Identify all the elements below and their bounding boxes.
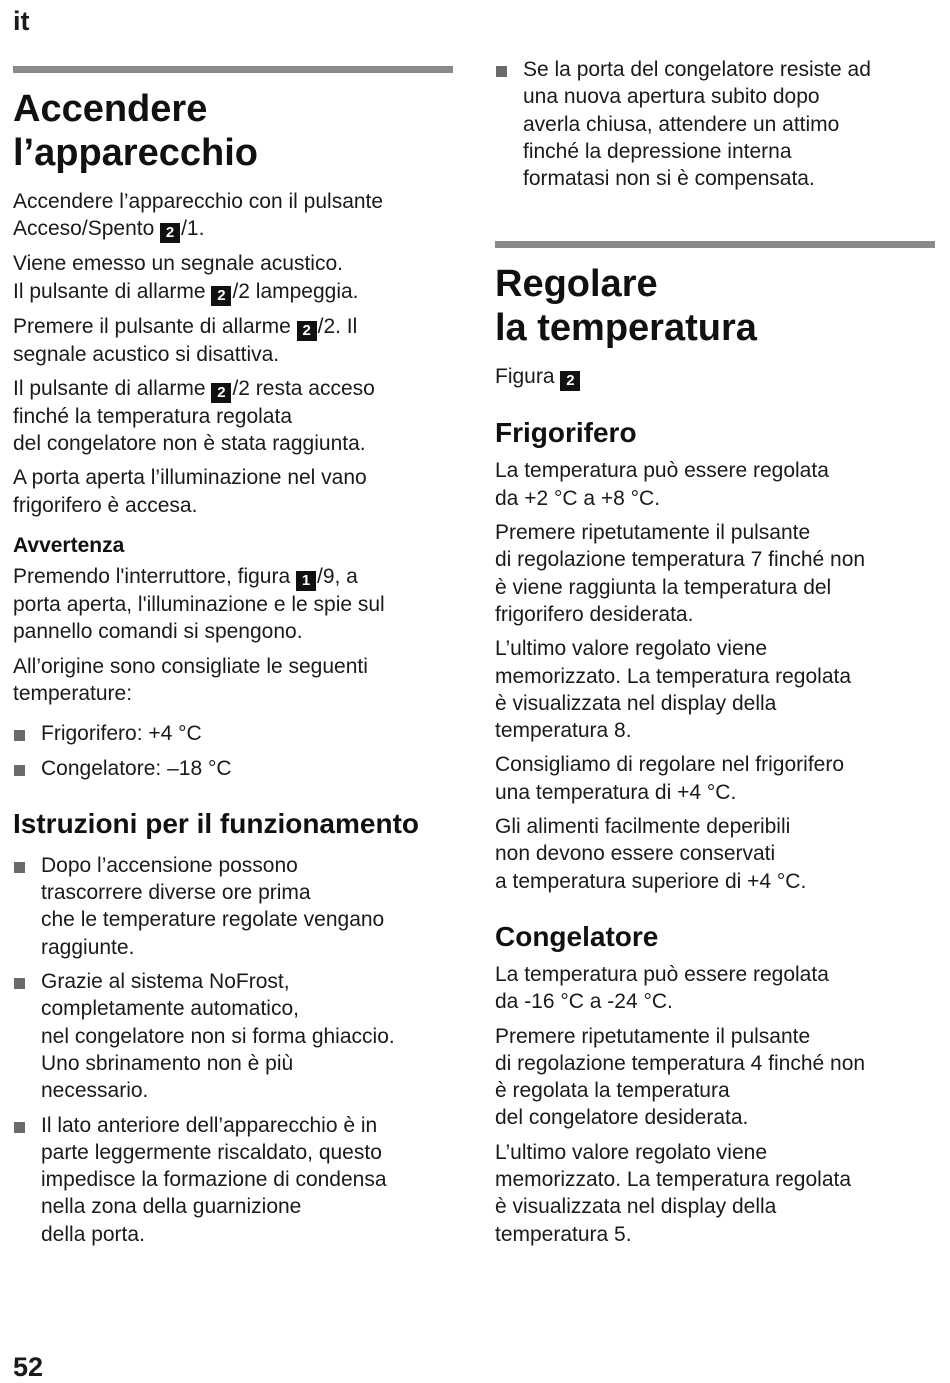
right-column bbox=[495, 56, 935, 1248]
fridge-heading: Frigorifero bbox=[495, 417, 637, 449]
list-item: Il lato anteriore dell’apparecchio è in parte leggermente riscaldato, questo impedisce la formazione di condensa nella zona della guarnizione della porta. bbox=[13, 1112, 453, 1248]
figure-ref-badge: 2 bbox=[160, 223, 180, 243]
paragraph-alarm-lit: Il pulsante di allarme 2 /2 resta acceso finché la temperatura regolata del congelatore non è stata raggiunta. bbox=[13, 376, 375, 456]
fridge-recommend: Consigliamo di regolare nel frigorifero una temperatura di +4 °C. bbox=[495, 753, 845, 804]
fridge-memory: L’ultimo valore regolato viene memorizzato. La temperatura regolata è visualizzata nel display della temperatura 8. bbox=[495, 637, 852, 743]
title-line-2: l’apparecchio bbox=[13, 132, 258, 174]
figure-ref-badge: 2 bbox=[211, 286, 231, 306]
page-number: 52 bbox=[13, 1352, 44, 1382]
figure-ref-badge: 1 bbox=[296, 571, 316, 591]
paragraph-switch-on: Accendere l’apparecchio con il pulsante Acceso/Spento 2 /1. bbox=[13, 190, 384, 242]
list-item: Grazie al sistema NoFrost, completamente automatico, nel congelatore non si forma ghiaccio. Uno sbrinamento non è più necessario. bbox=[13, 968, 453, 1104]
list-item: Congelatore: –18 °C bbox=[13, 755, 453, 782]
title-line-2: la temperatura bbox=[495, 307, 757, 350]
fridge-adjust: Premere ripetutamente il pulsante di regolazione temperatura 7 finché non è viene raggiunta la temperatura del frigorifero desiderata. bbox=[495, 521, 866, 626]
list-item: Se la porta del congelatore resiste ad una nuova apertura subito dopo averla chiusa, attendere un attimo finché la depressione interna formatasi non si è compensata. bbox=[495, 56, 935, 192]
paragraph-light: A porta aperta l’illuminazione nel vano frigorifero è accesa. bbox=[13, 466, 367, 517]
temps-list bbox=[13, 720, 453, 782]
instructions-list bbox=[13, 852, 453, 1248]
language-label: it bbox=[13, 6, 30, 36]
fridge-range: La temperatura può essere regolata da +2 °C a +8 °C. bbox=[495, 459, 829, 510]
paragraph-alarm-press: Premere il pulsante di allarme 2 /2. Il segnale acustico si disattiva. bbox=[13, 314, 358, 366]
freezer-range: La temperatura può essere regolata da -16 °C a -24 °C. bbox=[495, 962, 829, 1014]
paragraph-signal: Viene emesso un segnale acustico. Il pulsante di allarme 2 /2 lampeggia. bbox=[13, 252, 359, 304]
title-line-1: Regolare bbox=[495, 263, 658, 306]
figure-ref-badge: 2 bbox=[297, 321, 317, 341]
freezer-adjust: Premere ripetutamente il pulsante di regolazione temperatura 4 finché non è regolata la temperatura del congelatore desiderata. bbox=[495, 1024, 866, 1130]
instructions-heading: Istruzioni per il funzionamento bbox=[13, 807, 419, 839]
door-bullet-list bbox=[495, 56, 935, 192]
paragraph-temps-intro: All’origine sono consigliate le seguenti temperature: bbox=[13, 654, 368, 705]
figure-ref-badge: 2 bbox=[211, 383, 231, 403]
figure-ref-badge: 2 bbox=[560, 371, 580, 391]
note-text: Premendo l'interruttore, figura 1 /9, a porta aperta, l'illuminazione e le spie sul pannello comandi si spengono. bbox=[13, 565, 385, 644]
section-rule bbox=[495, 241, 935, 248]
fridge-perishable: Gli alimenti facilmente deperibili non devono essere conservati a temperatura superiore di +4 °C. bbox=[495, 815, 807, 893]
title-line-1: Accendere bbox=[13, 88, 208, 130]
left-column bbox=[13, 66, 453, 1248]
list-item: Dopo l’accensione possono trascorrere diverse ore prima che le temperature regolate vengano raggiunte. bbox=[13, 852, 453, 961]
freezer-heading: Congelatore bbox=[495, 920, 659, 952]
figure-reference: Figura 2 bbox=[495, 363, 935, 391]
section-title-regolare bbox=[495, 262, 935, 350]
note-heading: Avvertenza bbox=[13, 534, 125, 558]
section-title-accendere bbox=[13, 87, 453, 175]
list-item: Frigorifero: +4 °C bbox=[13, 720, 453, 747]
section-rule bbox=[13, 66, 453, 73]
freezer-memory: L’ultimo valore regolato viene memorizzato. La temperatura regolata è visualizzata nel display della temperatura 5. bbox=[495, 1140, 852, 1246]
